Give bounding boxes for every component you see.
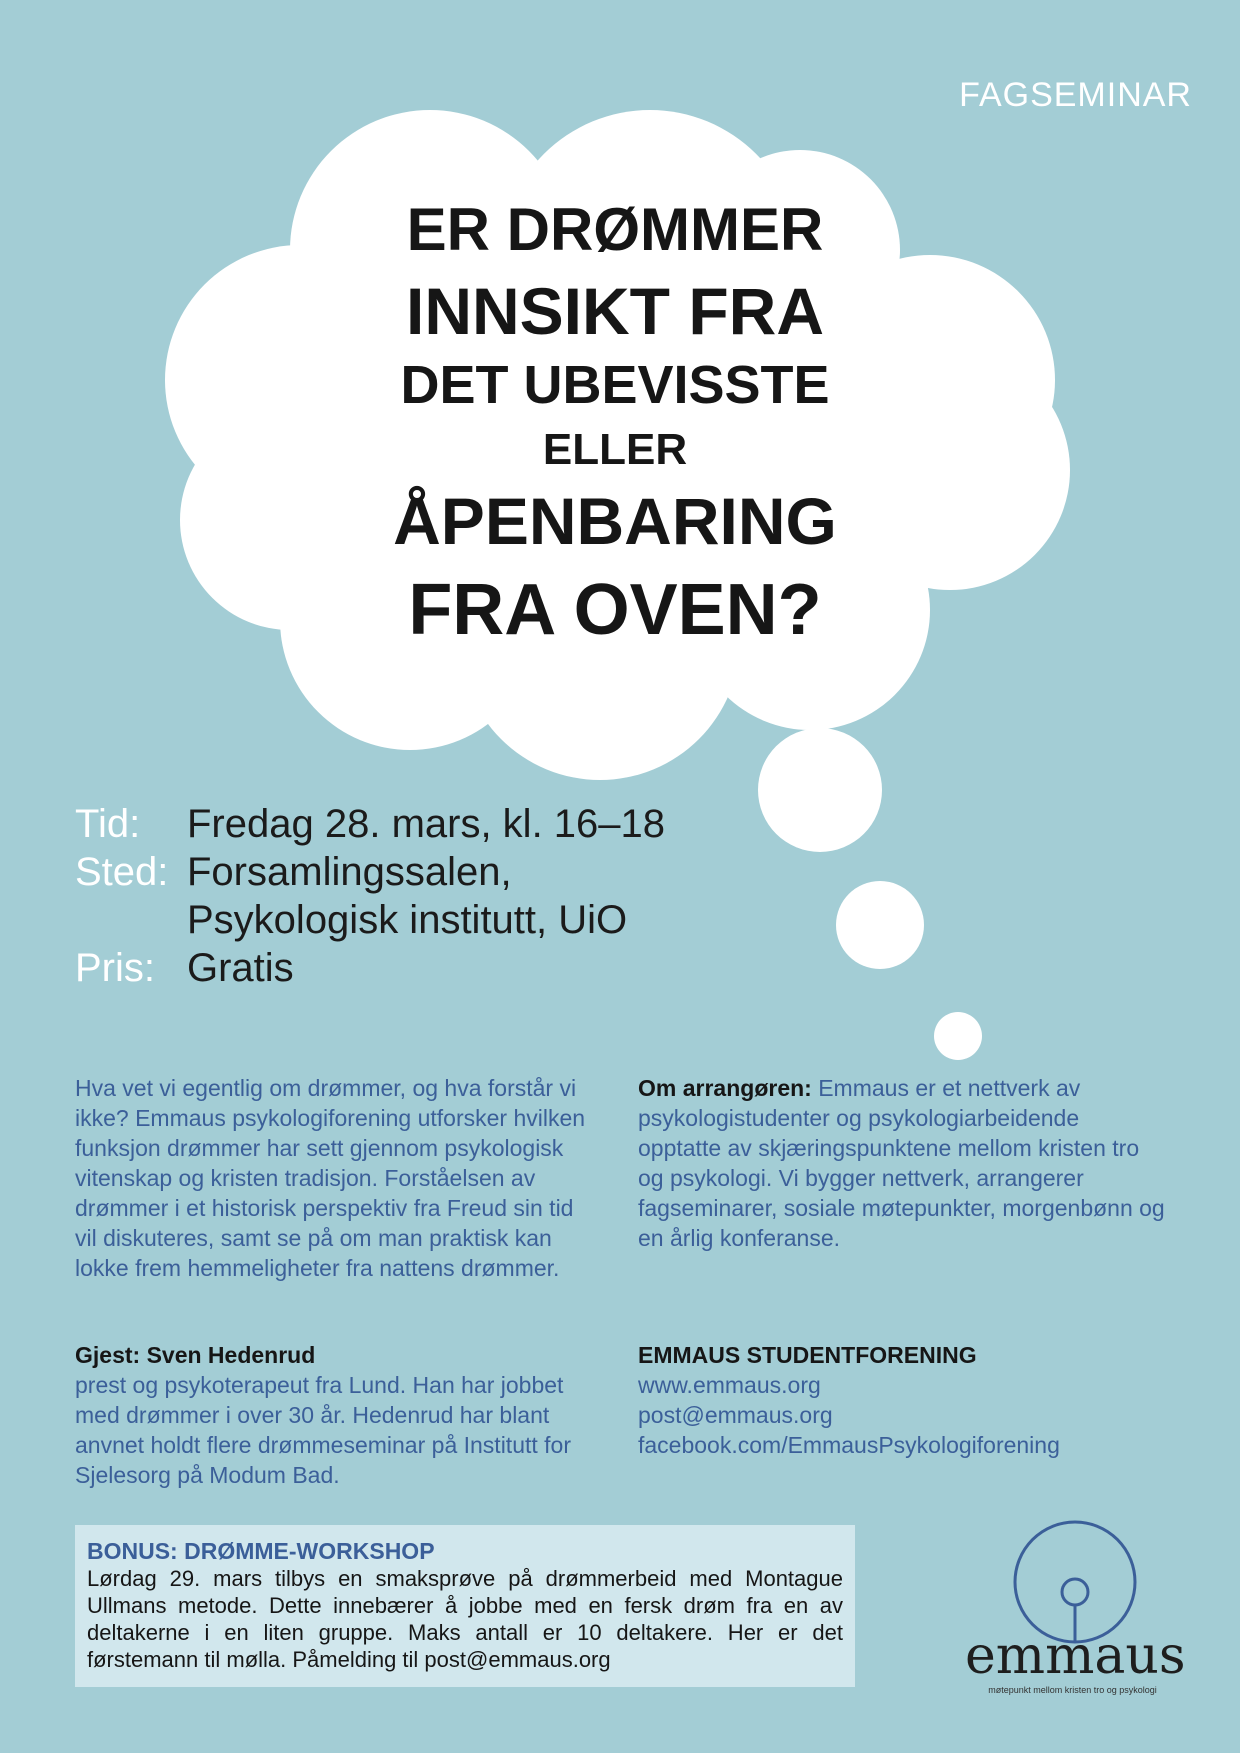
- contact-section: [638, 1340, 1168, 1460]
- info-row-place-cont: [75, 896, 665, 944]
- price-value: Gratis: [187, 946, 294, 990]
- info-row-place: [75, 848, 665, 896]
- headline: [330, 196, 900, 650]
- spacer: [75, 896, 187, 944]
- headline-line: INNSIKT FRA: [406, 274, 824, 348]
- headline-line: DET UBEVISSTE: [400, 355, 830, 415]
- bonus-box: [75, 1525, 855, 1687]
- emmaus-logo-word: emmaus: [965, 1626, 1186, 1686]
- organizer-text: Emmaus er et nettverk av psykologistudenter og psykologiarbeidende opptatte av skjæringspunktene mellom kristen tro og psykologi. Vi bygger nettverk, arrangerer fagseminarer, sosiale møtepunkter, morgenbønn og en årlig konferanse.: [638, 1075, 1165, 1251]
- place-value: Forsamlingssalen,: [187, 850, 512, 894]
- email-link[interactable]: post@emmaus.org: [638, 1402, 833, 1428]
- emmaus-logo-tagline: møtepunkt mellom kristen tro og psykologi: [988, 1685, 1157, 1695]
- intro-paragraph: Hva vet vi egentlig om drømmer, og hva forstår vi ikke? Emmaus psykologiforening utforsker hvilken funksjon drømmer har sett gjennom psykologisk vitenskap og kristen tradisjon. Forståelsen av drømmer i et historisk perspektiv fra Freud sin tid vil diskuteres, samt se på om man praktisk kan lokke frem hemmeligheter fra nattens drømmer.: [75, 1075, 586, 1281]
- bonus-text: Lørdag 29. mars tilbys en smaksprøve på drømmerbeid med Montague Ullmans metode. Dette innebærer å jobbe med en fersk drøm fra en av deltakerne i en liten gruppe. Maks antall er 10 deltakere. Her er det førstemann til mølla. Påmelding til post@emmaus.org: [87, 1566, 843, 1672]
- event-type-label: FAGSEMINAR: [959, 76, 1192, 114]
- headline-line: ÅPENBARING: [393, 484, 837, 558]
- place-value-cont: Psykologisk institutt, UiO: [187, 898, 628, 942]
- organizer-paragraph: [638, 1073, 1168, 1253]
- bonus-title: BONUS: DRØMME-WORKSHOP: [87, 1538, 435, 1564]
- headline-line: ELLER: [542, 425, 688, 474]
- info-row-price: [75, 944, 665, 992]
- contact-heading: EMMAUS STUDENTFORENING: [638, 1342, 977, 1368]
- place-label: Sted:: [75, 850, 169, 894]
- organizer-heading: Om arrangøren:: [638, 1075, 812, 1101]
- guest-heading: Gjest: Sven Hedenrud: [75, 1342, 316, 1368]
- event-info: [75, 800, 665, 992]
- time-value: Fredag 28. mars, kl. 16–18: [187, 802, 666, 846]
- guest-section: [75, 1340, 595, 1490]
- info-row-time: [75, 800, 665, 848]
- time-label: Tid:: [75, 802, 141, 846]
- facebook-link[interactable]: facebook.com/EmmausPsykologiforening: [638, 1432, 1060, 1458]
- website-link[interactable]: www.emmaus.org: [638, 1372, 821, 1398]
- headline-line: ER DRØMMER: [406, 196, 824, 263]
- guest-text: prest og psykoterapeut fra Lund. Han har jobbet med drømmer i over 30 år. Hedenrud har blant anvnet holdt flere drømmeseminar på Institutt for Sjelesorg på Modum Bad.: [75, 1372, 571, 1488]
- headline-line: FRA OVEN?: [408, 570, 822, 650]
- price-label: Pris:: [75, 946, 155, 990]
